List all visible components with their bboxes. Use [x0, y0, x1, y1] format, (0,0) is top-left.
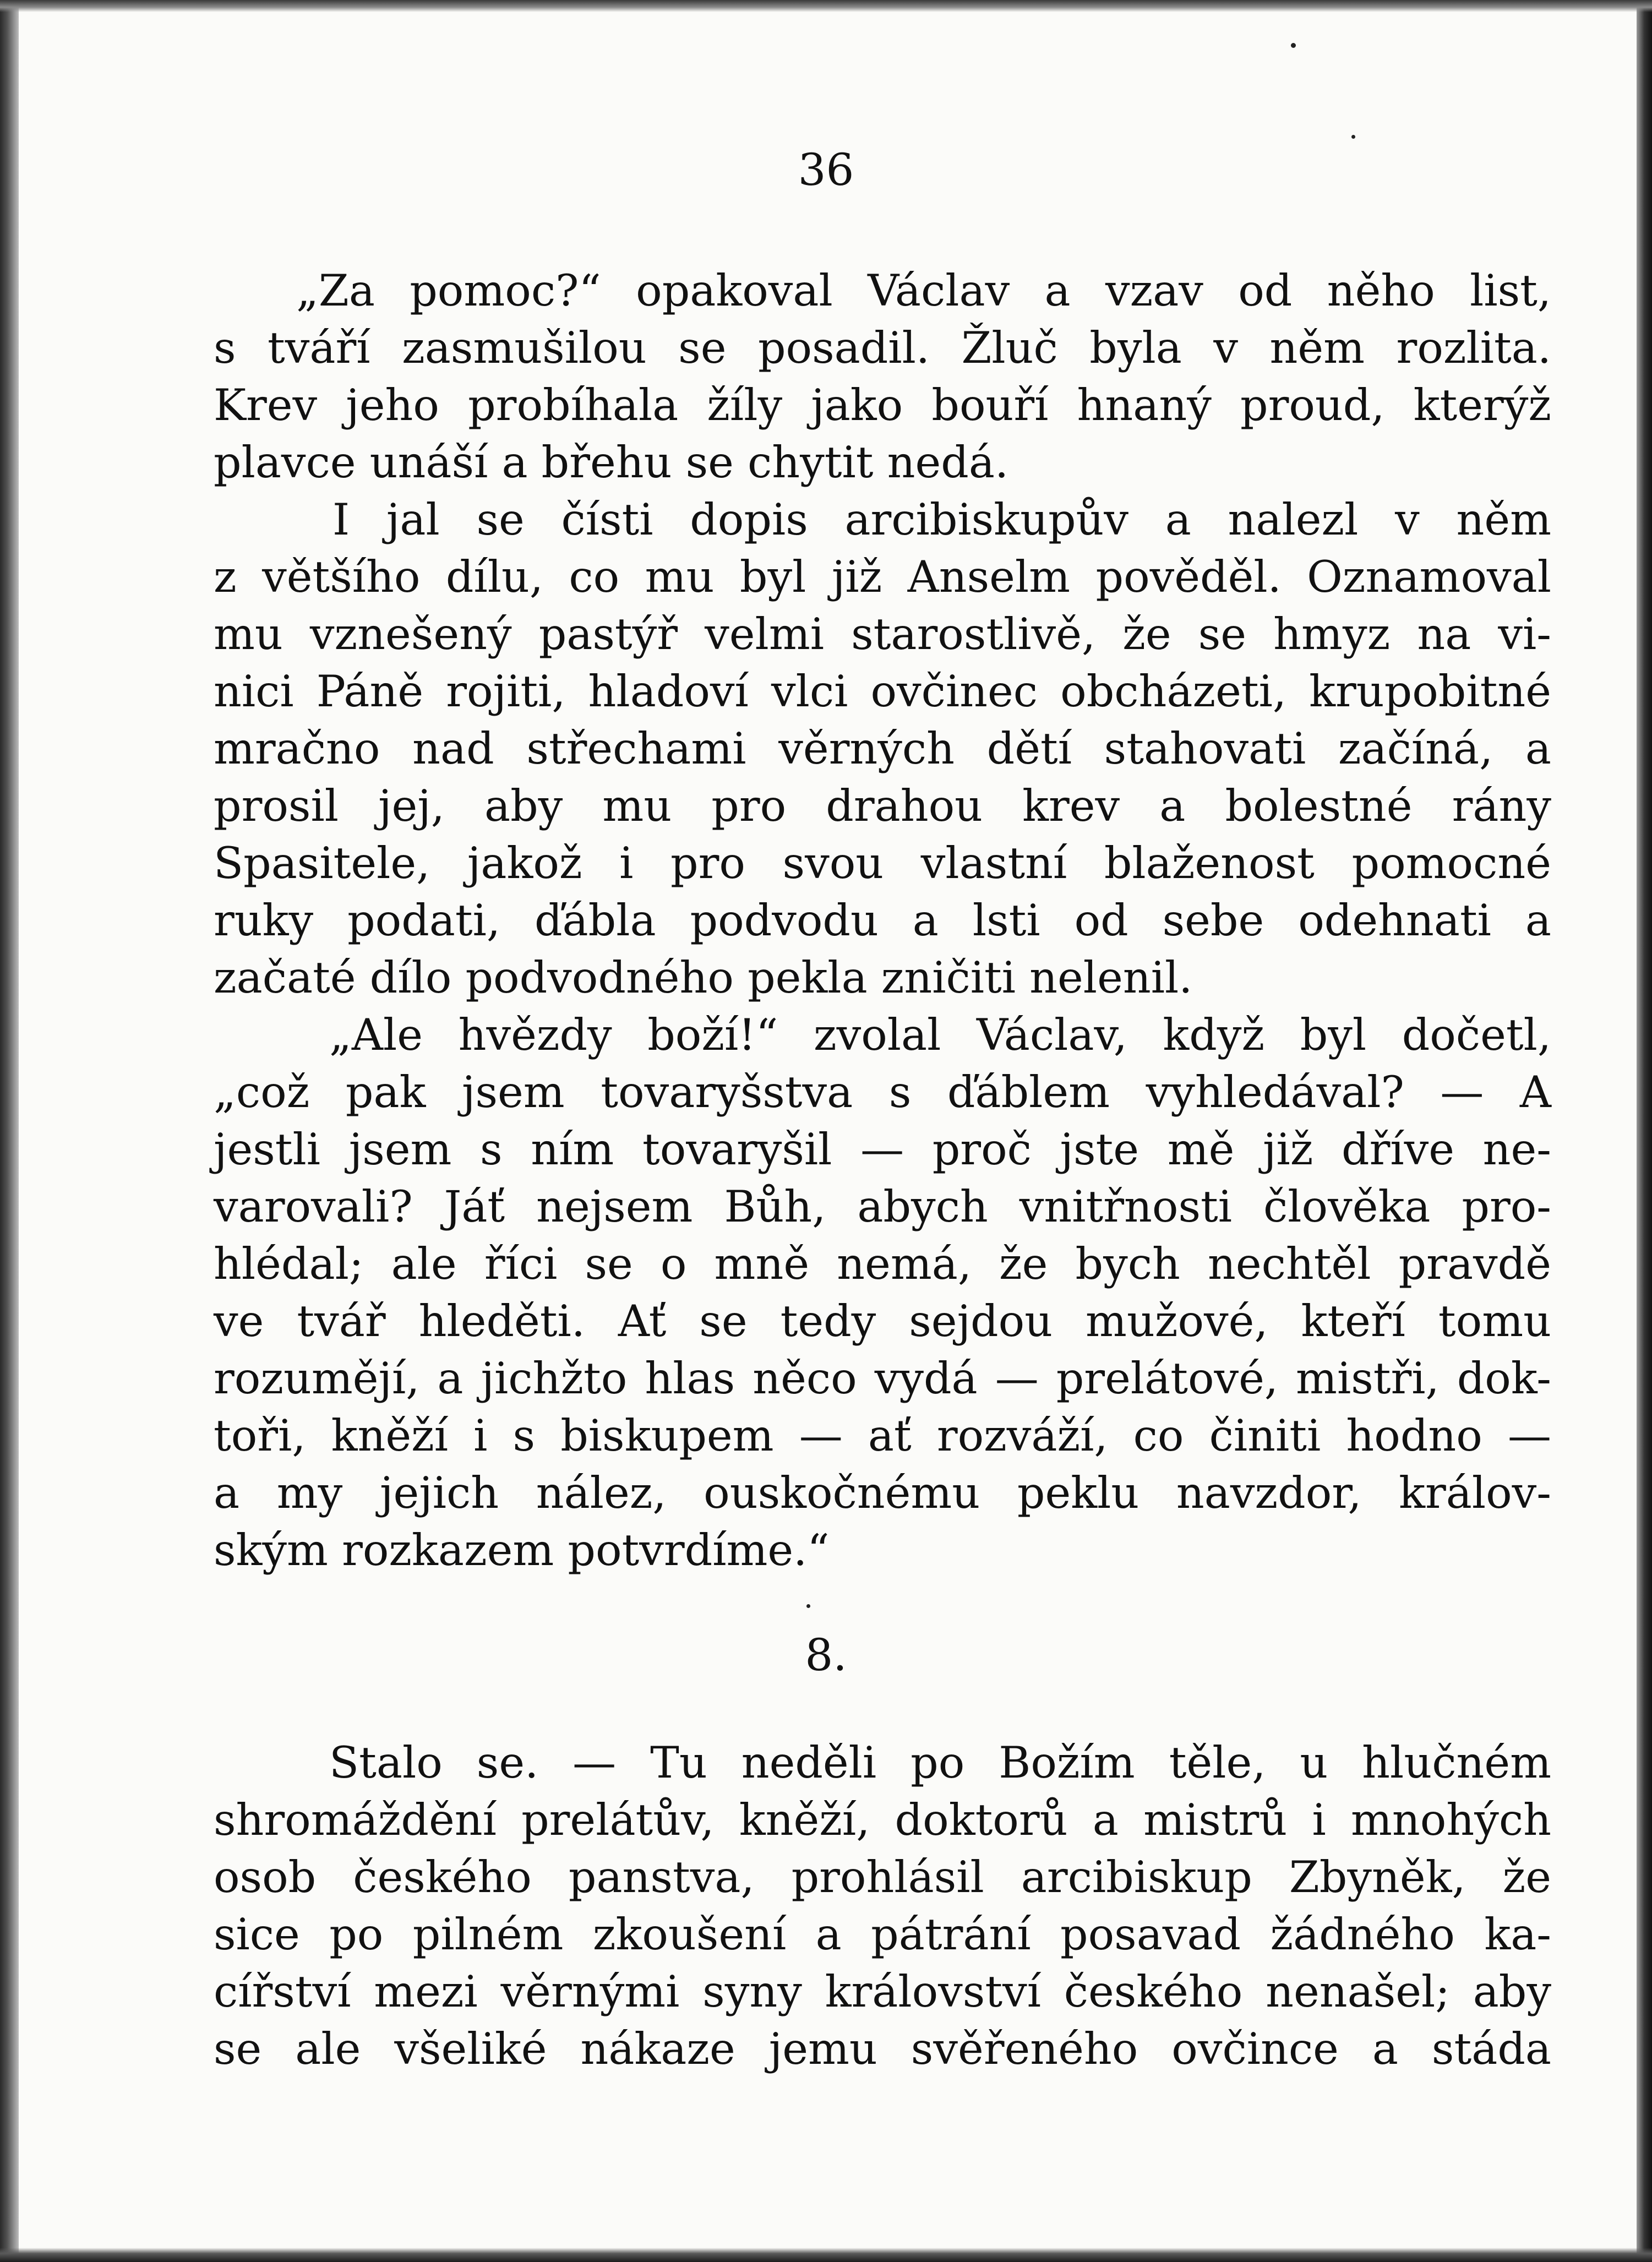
text-line: Stalo se. — Tu neděli po Božím těle, u hlučném	[329, 1737, 1551, 1788]
text-line: prosil jej, aby mu pro drahou krev a bolestné rány	[214, 781, 1551, 831]
text-line: a my jejich nález, ouskočnému peklu navzdor, králov-	[214, 1468, 1551, 1518]
paragraph	[214, 262, 1551, 491]
text-line: plavce unáší a břehu se chytit nedá.	[214, 437, 1009, 488]
text-line: mračno nad střechami věrných dětí stahovati začíná, a	[214, 723, 1551, 774]
text-line: shromáždění prelátův, kněží, doktorů a mistrů i mnohých	[214, 1795, 1551, 1845]
text-line: Spasitele, jakož i pro svou vlastní blaženost pomocné	[214, 838, 1551, 889]
paragraph	[214, 1006, 1551, 1579]
paragraph	[214, 1734, 1551, 2078]
text-line: osob českého panstva, prohlásil arcibiskup Zbyněk, že	[214, 1852, 1551, 1903]
text-line: I jal se čísti dopis arcibiskupův a nalezl v něm	[332, 494, 1551, 545]
text-line: Krev jeho probíhala žíly jako bouří hnaný proud, kterýž	[214, 380, 1551, 430]
text-line: „což pak jsem tovaryšstva s ďáblem vyhledával? — A	[214, 1067, 1551, 1118]
page-edge-right	[1637, 0, 1652, 2262]
text-line: ve tvář hleděti. Ať se tedy sejdou mužové, kteří tomu	[214, 1296, 1551, 1347]
text-line: mu vznešený pastýř velmi starostlivě, že se hmyz na vi-	[214, 609, 1551, 659]
text-line: hlédal; ale říci se o mně nemá, že bych nechtěl pravdě	[214, 1239, 1551, 1289]
page-edge-bottom	[0, 2248, 1652, 2262]
text-line: cířství mezi věrnými syny království českého nenašel; aby	[214, 1966, 1551, 2017]
ink-speck	[1351, 135, 1355, 139]
text-line: sice po pilném zkoušení a pátrání posavad žádného ka-	[214, 1909, 1551, 1960]
text-line: se ale všeliké nákaze jemu svěřeného ovčince a stáda	[214, 2024, 1551, 2074]
text-line: s tváří zasmušilou se posadil. Žluč byla v něm rozlita.	[214, 323, 1551, 373]
section-one-text	[214, 262, 1551, 1579]
text-line: začaté dílo podvodného pekla zničiti nelenil.	[214, 952, 1193, 1003]
section-two-text	[214, 1734, 1551, 2078]
text-line: varovali? Jáť nejsem Bůh, abych vnitřnosti člověka pro-	[214, 1181, 1551, 1232]
text-line: z většího dílu, co mu byl již Anselm pověděl. Oznamoval	[214, 552, 1551, 602]
ink-speck	[1291, 43, 1296, 48]
page-edge-left	[0, 0, 19, 2262]
ink-speck	[806, 1604, 810, 1608]
text-line: nici Páně rojiti, hladoví vlci ovčinec obcházeti, krupobitné	[214, 666, 1551, 717]
page-number: 36	[798, 144, 854, 195]
paragraph	[214, 491, 1551, 1006]
text-line: ským rozkazem potvrdíme.“	[214, 1525, 830, 1576]
chapter-heading: 8.	[805, 1629, 847, 1681]
text-line: jestli jsem s ním tovaryšil — proč jste mě již dříve ne-	[214, 1124, 1551, 1175]
text-line: „Ale hvězdy boží!“ zvolal Václav, když byl dočetl,	[329, 1010, 1551, 1060]
text-line: rozumějí, a jichžto hlas něco vydá — prelátové, mistři, dok-	[214, 1353, 1551, 1404]
text-line: „Za pomoc?“ opakoval Václav a vzav od něho list,	[296, 265, 1551, 316]
page-edge-top	[0, 0, 1652, 12]
text-line: toři, kněží i s biskupem — ať rozváží, co činiti hodno —	[214, 1410, 1551, 1461]
text-line: ruky podati, ďábla podvodu a lsti od sebe odehnati a	[214, 895, 1551, 946]
